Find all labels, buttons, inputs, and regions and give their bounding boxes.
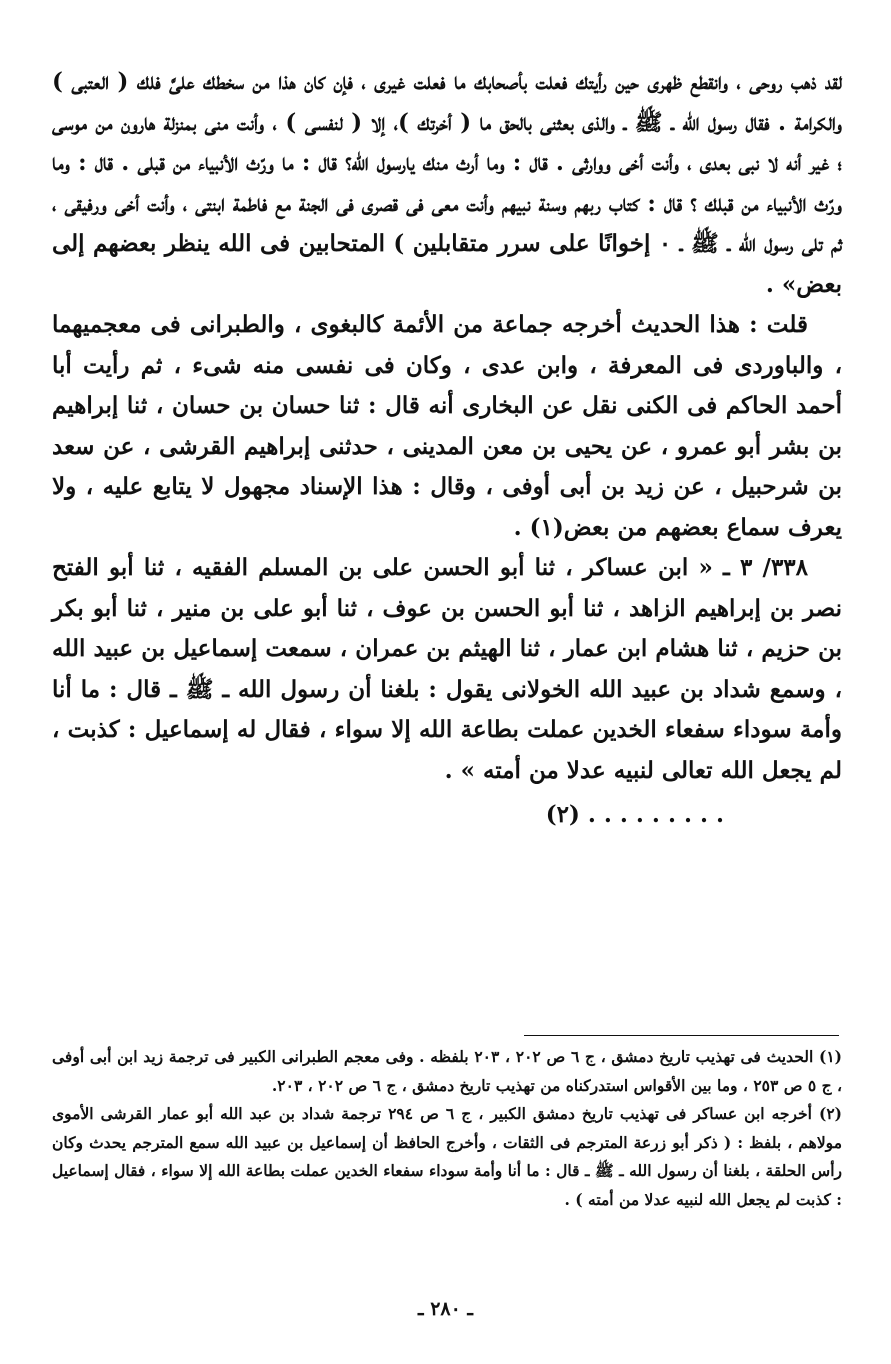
paragraph-hadith-338: ٣٣٨/ ٣ ـ « ابن عساكر ، ثنا أبو الحسن على بن المسلم الفقيه ، ثنا أبو الفتح نصر بن إبراهيم الزاهد ، ثنا أبو الحسن بن عوف ، ثنا أبو على بن منير ، ثنا أبو بكر بن حزيم ، ثنا هشام ابن عمار ، ثنا الهيثم بن عمران ، سمعت إسماعيل بن عبيد الله ، وسمع شداد بن عبيد الله الخولانى يقول : بلغنا أن رسول الله ـ ﷺ ـ قال : ما أنا وأمة سوداء سفعاء الخدين عملت بطاعة الله إلا سواء ، فقال له إسماعيل : كذبت ، لم يجعل الله تعالى لنبيه عدلا من أمته » .	[52, 554, 842, 784]
paragraph-hadith-continuation: لقد ذهب روحى ، وانقطع ظهرى حين رأيتك فعلت بأصحابك ما فعلت غيرى ، فإن كان هذا من سخطك علىَّ فلك ( العتبى ) والكرامة . فقال رسول الله ـ ﷺ ـ والذى بعثنى بالحق ما ( أخرتك )، إلا ( لنفسى ) ، وأنت منى بمنزلة هارون من موسى ؛ غير أنه لا نبى بعدى ، وأنت أخى ووارثى . قال : وما أرث منك يارسول الله؟ قال : ما ورّث الأنبياء من قبلى . قال : وما ورّث الأنبياء من قبلك ؟ قال : كتاب ربهم وسنة نبيهم وأنت معى فى قصرى فى الجنة مع فاطمة ابنتى ، وأنت أخى ورفيقى ، ثم تلى رسول الله ـ ﷺ ـ ٠ إخوانًا على سرر متقابلين ) المتحابين فى الله ينظر بعضهم إلى بعض» .	[52, 68, 842, 298]
footnote-1: (١) الحديث فى تهذيب تاريخ دمشق ، ج ٦ ص ٢٠٢ ، ٢٠٣ بلفظه . وفى معجم الطبرانى الكبير فى ترجمة زيد ابن أبى أوفى ، ج ٥ ص ٢٥٣ ، وما بين الأقواس استدركناه من تهذيب تاريخ دمشق ، ج ٦ ص ٢٠٢ ، ٢٠٣.	[52, 1047, 842, 1095]
footnote-2: (٢) أخرجه ابن عساكر فى تهذيب تاريخ دمشق الكبير ، ج ٦ ص ٢٩٤ ترجمة شداد بن عبد الله أبو عمار القرشى الأموى مولاهم ، بلفظ : ( ذكر أبو زرعة المترجم فى الثقات ، وأخرج الحافظ أن إسماعيل بن عبيد الله سمع المترجم يحدث وكان رأس الحلقة ، بلغنا أن رسول الله ـ ﷺ ـ قال : ما أنا وأمة سوداء سفعاء الخدين عملت بطاعة الله إلا سواء ، فقال إسماعيل : كذبت لم يجعل الله لنبيه عدلا من أمته ) .	[52, 1104, 842, 1209]
main-text	[52, 62, 842, 836]
ellipsis-line: . . . . . . . . . (٢)	[545, 801, 724, 828]
page-number: ـ ٢٨٠ ـ	[418, 1298, 473, 1320]
paragraph-commentary: قلت : هذا الحديث أخرجه جماعة من الأئمة كالبغوى ، والطبرانى فى معجميهما ، والباوردى فى المعرفة ، وابن عدى ، وكان فى نفسى منه شىء ، ثم رأيت أبا أحمد الحاكم فى الكنى نقل عن البخارى أنه قال : ثنا حسان بن حسان ، ثنا إبراهيم بن بشر أبو عمرو ، عن يحيى بن معن المدينى ، حدثنى إبراهيم القرشى ، عن سعد بن شرحبيل ، عن زيد بن أبى أوفى ، وقال : هذا الإسناد مجهول لا يتابع عليه ، ولا يعرف سماع بعضهم من بعض(١) .	[52, 311, 843, 541]
footnotes	[52, 1043, 842, 1214]
footnote-separator	[524, 1035, 839, 1036]
